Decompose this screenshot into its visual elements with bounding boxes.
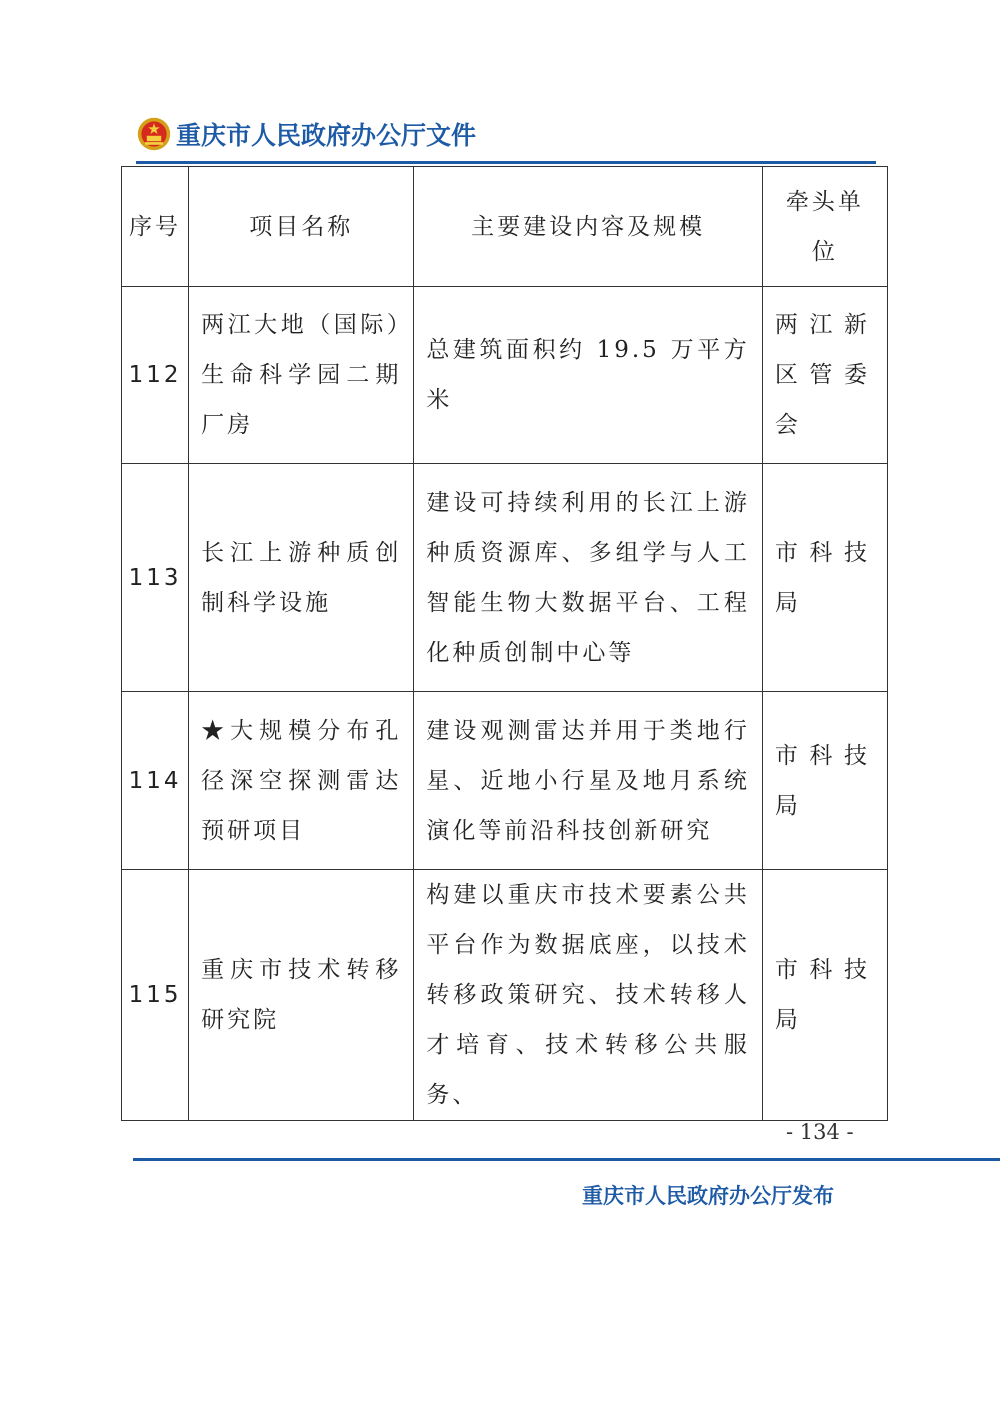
row-number: 114: [122, 692, 189, 870]
lead-unit: 市科技局: [762, 870, 887, 1121]
column-header-name: 项目名称: [189, 167, 414, 287]
project-content: 建设可持续利用的长江上游种质资源库、多组学与人工智能生物大数据平台、工程化种质创制中心等: [414, 464, 762, 692]
project-name: 两江大地（国际）生命科学园二期厂房: [189, 287, 414, 464]
project-content: 总建筑面积约 19.5 万平方米: [414, 287, 762, 464]
footer-publisher: 重庆市人民政府办公厅发布: [582, 1184, 834, 1208]
table-row: [122, 870, 888, 1121]
table-row: [122, 464, 888, 692]
lead-unit: 市科技局: [762, 692, 887, 870]
lead-unit: 市科技局: [762, 464, 887, 692]
table-row: [122, 287, 888, 464]
column-header-no: 序号: [122, 167, 189, 287]
project-name: 长江上游种质创制科学设施: [189, 464, 414, 692]
table-header-row: [122, 167, 888, 287]
project-content: 建设观测雷达并用于类地行星、近地小行星及地月系统演化等前沿科技创新研究: [414, 692, 762, 870]
document-header-title: 重庆市人民政府办公厅文件: [176, 121, 477, 150]
project-name: 重庆市技术转移研究院: [189, 870, 414, 1121]
column-header-unit: 牵头单位: [762, 167, 887, 287]
column-header-content: 主要建设内容及规模: [414, 167, 762, 287]
table-row: [122, 692, 888, 870]
project-content: 构建以重庆市技术要素公共平台作为数据底座，以技术转移政策研究、技术转移人才培育、技术转移公共服务、: [414, 870, 762, 1121]
project-name: ★大规模分布孔径深空探测雷达预研项目: [189, 692, 414, 870]
row-number: 115: [122, 870, 189, 1121]
footer-divider: [133, 1158, 1000, 1161]
header-divider: [136, 161, 876, 164]
lead-unit: 两江新区管委会: [762, 287, 887, 464]
national-emblem-icon: [136, 116, 172, 152]
page-number: - 134 -: [786, 1120, 854, 1144]
row-number: 112: [122, 287, 189, 464]
project-table: [121, 166, 888, 1121]
document-header: [136, 112, 476, 156]
row-number: 113: [122, 464, 189, 692]
